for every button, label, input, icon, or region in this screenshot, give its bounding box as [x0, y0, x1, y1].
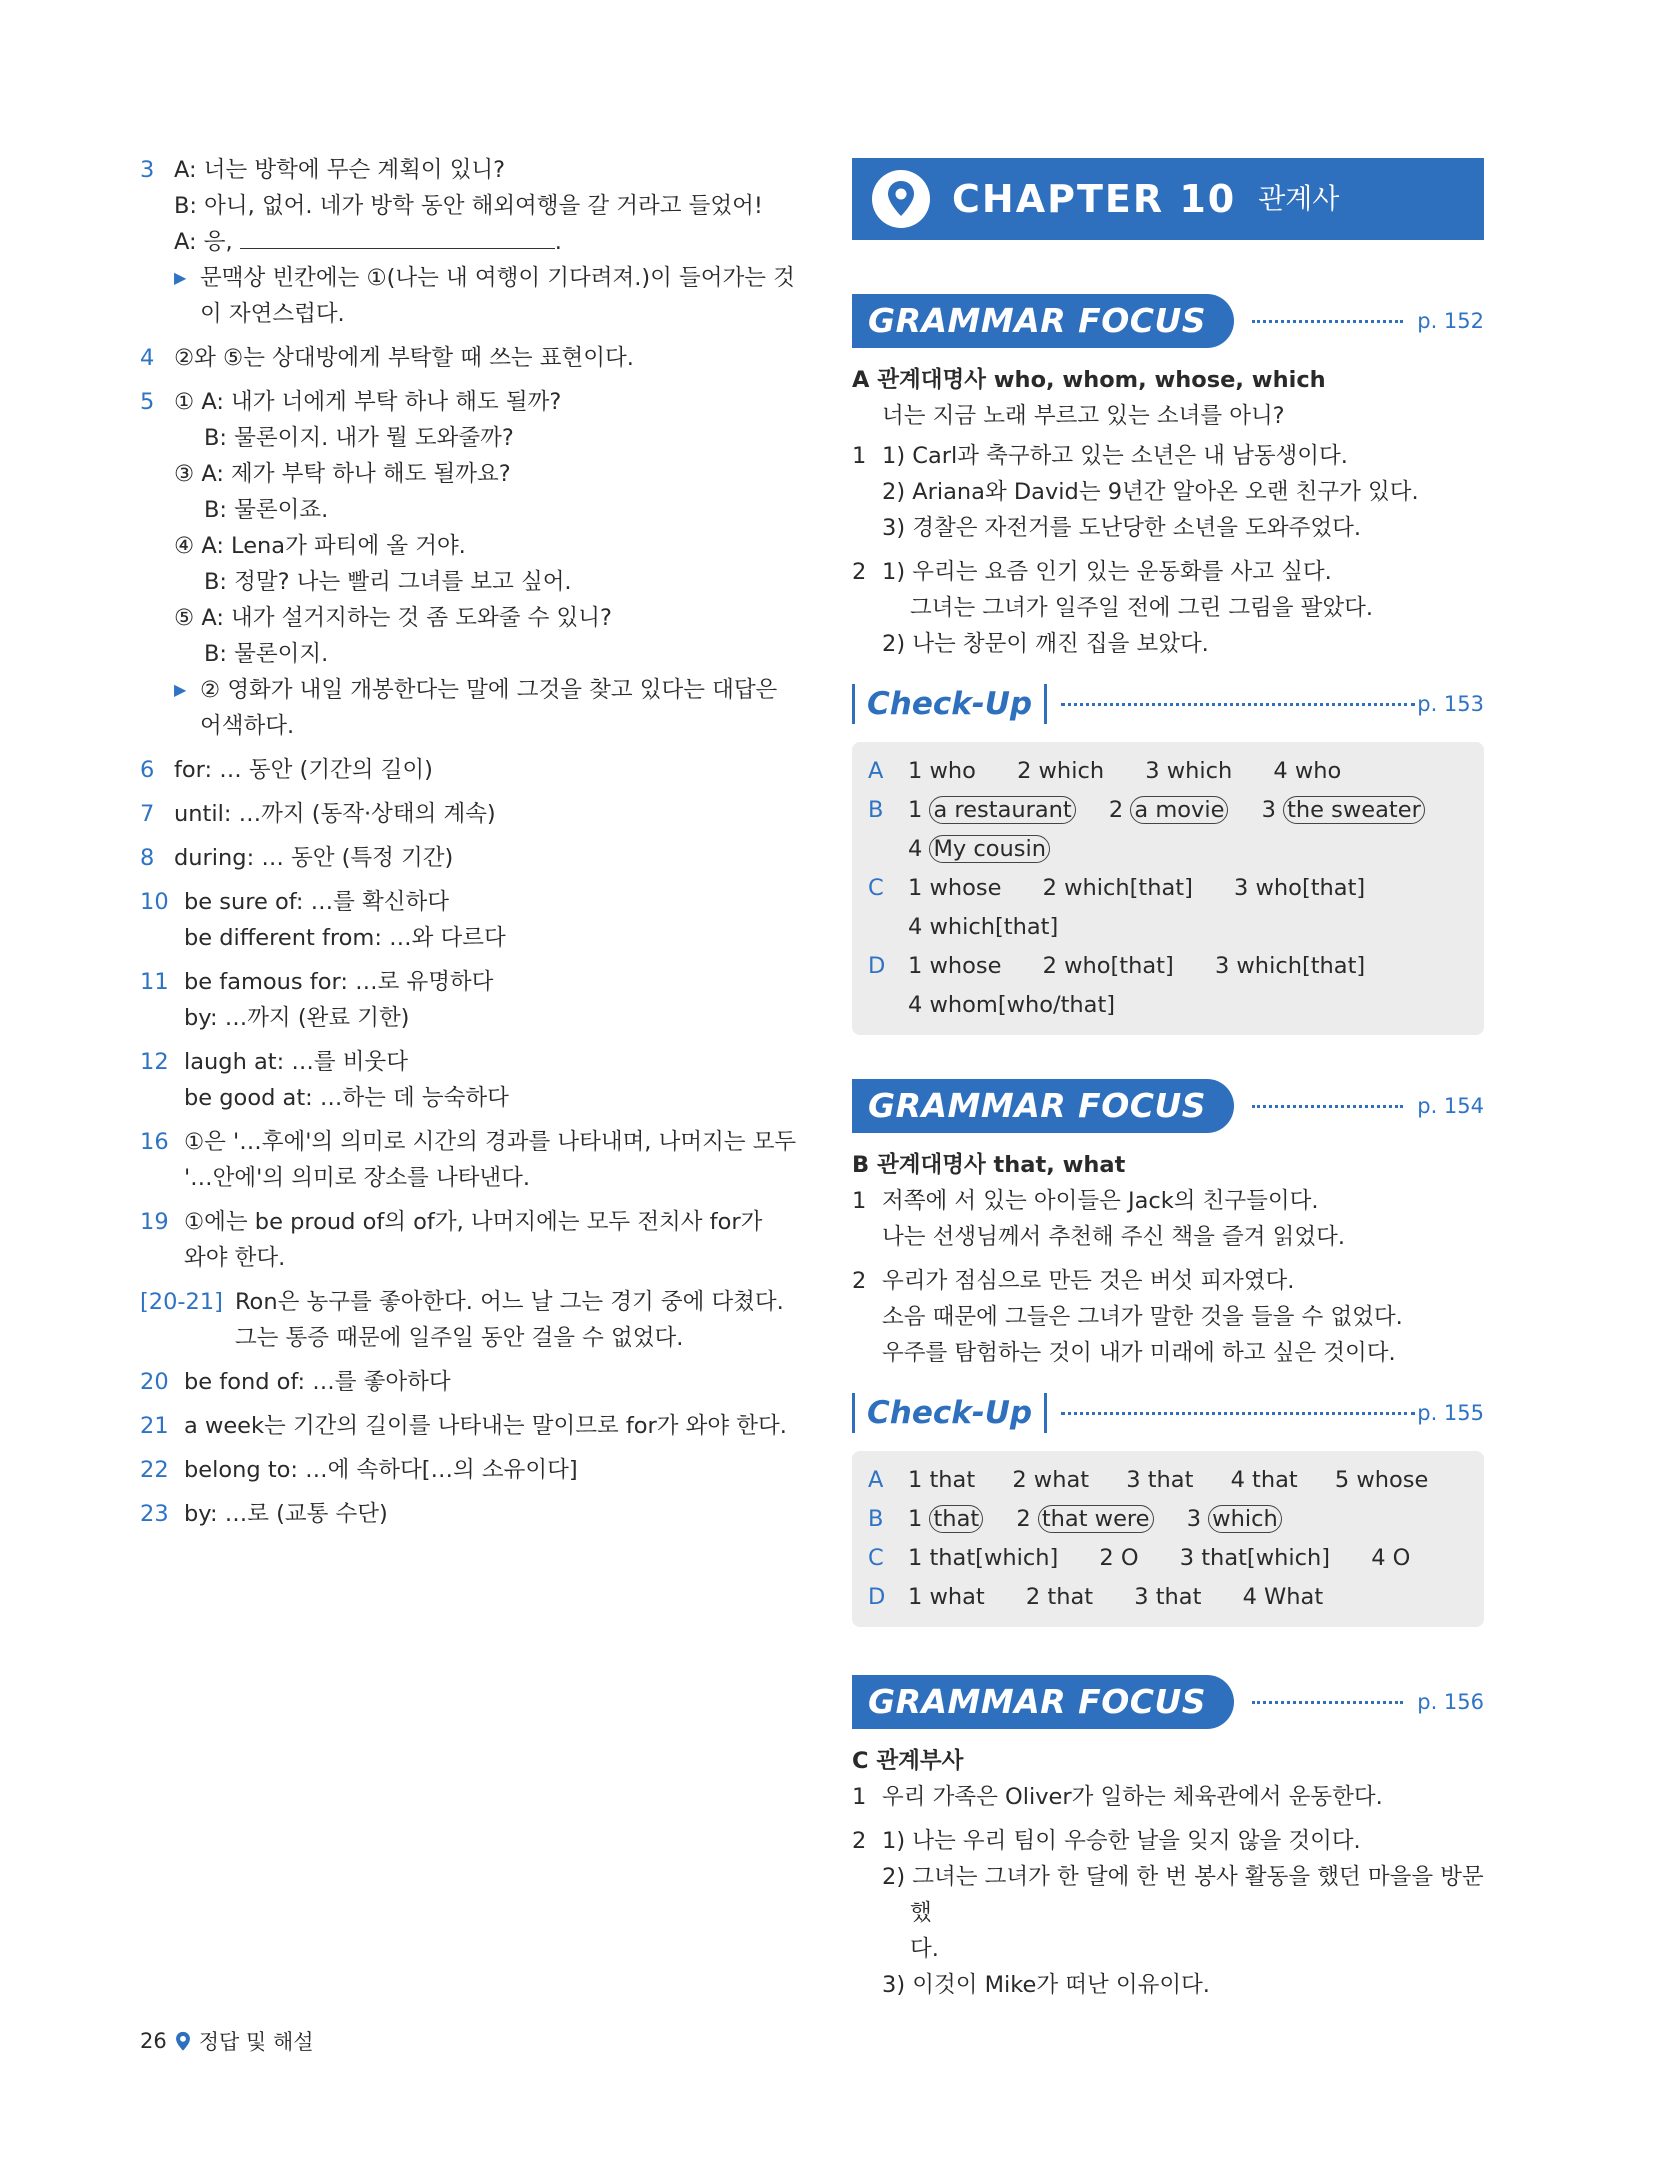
answer-number: 1	[908, 1506, 923, 1532]
dialogue-line: B: 정말? 나는 빨리 그녀를 보고 싶어.	[204, 569, 572, 595]
check-up-label: Check-Up	[867, 1395, 1033, 1431]
item-number: 4	[140, 345, 155, 371]
dialogue-line: B: 아니, 없어. 네가 방학 동안 해외여행을 갈 거라고 들었어!	[174, 193, 763, 219]
answer-number: 1	[908, 797, 923, 823]
item-number: 16	[140, 1129, 169, 1155]
triangle-bullet-icon: ▶	[174, 680, 187, 699]
item-number: 12	[140, 1049, 169, 1075]
item-number: 8	[140, 845, 155, 871]
answer-row-d	[868, 1578, 1468, 1617]
answer-item-7	[140, 796, 780, 832]
answer-item-16	[140, 1124, 797, 1196]
item-line: 1) 우리는 요즘 인기 있는 운동화를 사고 싶다.	[882, 559, 1332, 585]
item-number: 23	[140, 1501, 169, 1527]
item-line: 1) Carl과 축구하고 있는 소년은 내 남동생이다.	[882, 443, 1348, 469]
answer: 3 which[that]	[1214, 953, 1366, 979]
answer-item-23	[140, 1496, 780, 1532]
item-line: 저쪽에 서 있는 아이들은 Jack의 친구들이다.	[882, 1188, 1319, 1214]
row-letter: A	[868, 1467, 884, 1493]
grammar-focus-header	[852, 1079, 1484, 1133]
answer-row-d-cont	[868, 986, 1468, 1025]
focus-item	[852, 1183, 1484, 1255]
circled-answer: that were	[1038, 1505, 1154, 1533]
answer: 4 who	[1273, 758, 1342, 784]
answer-number: 4	[908, 836, 923, 862]
item-number: 1	[852, 1784, 867, 1810]
answer: 1 who	[908, 758, 976, 784]
item-text: until: …까지 (동작·상태의 계속)	[174, 801, 496, 827]
dialogue-line: A: 응,	[174, 229, 233, 255]
circled-answer: My cousin	[929, 835, 1050, 863]
item-line: 2) 그녀는 그녀가 한 달에 한 번 봉사 활동을 했던 마을을 방문했	[882, 1864, 1484, 1926]
row-letter: D	[868, 1584, 886, 1610]
location-pin-icon	[175, 2031, 191, 2052]
section-letter: C	[852, 1748, 869, 1774]
section-heading	[852, 362, 1484, 398]
item-number: 19	[140, 1209, 169, 1235]
section-intro: 너는 지금 노래 부르고 있는 소녀를 아니?	[882, 403, 1285, 429]
chapter-title: CHAPTER 10	[952, 177, 1237, 221]
row-letter: B	[868, 797, 884, 823]
answer: 1 whose	[908, 875, 1002, 901]
item-line: ①은 '…후에'의 의미로 시간의 경과를 나타내며, 나머지는 모두	[184, 1129, 797, 1155]
page-number: 26	[140, 2029, 167, 2053]
answer-item-22	[140, 1452, 780, 1488]
item-text: for: … 동안 (기간의 길이)	[174, 757, 433, 783]
item-line: 2) 나는 창문이 깨진 집을 보았다.	[882, 631, 1209, 657]
grammar-focus-badge: GRAMMAR FOCUS	[852, 1675, 1234, 1729]
item-line: 나는 선생님께서 추천해 주신 책을 즐겨 읽었다.	[882, 1224, 1346, 1250]
check-up-label: Check-Up	[867, 686, 1033, 722]
answer-row-b	[868, 1500, 1468, 1539]
section-heading	[852, 1743, 1484, 1779]
answer-row-d	[868, 947, 1468, 986]
item-number: 21	[140, 1413, 169, 1439]
item-number: 1	[852, 1188, 867, 1214]
item-text: a week는 기간의 길이를 나타내는 말이므로 for가 와야 한다.	[184, 1413, 787, 1439]
left-column	[140, 152, 797, 1540]
note-line: 이 자연스럽다.	[200, 301, 345, 327]
section-heading	[852, 1147, 1484, 1183]
answer: 2 what	[1012, 1467, 1090, 1493]
grammar-focus-badge: GRAMMAR FOCUS	[852, 294, 1234, 348]
dotted-leader	[1252, 320, 1403, 323]
page-footer	[140, 2026, 314, 2056]
dotted-leader	[1061, 1412, 1415, 1415]
section-letter: B	[852, 1152, 870, 1178]
explanation-note	[174, 672, 780, 744]
answer-row-c	[868, 1539, 1468, 1578]
item-number: 11	[140, 969, 169, 995]
grammar-focus-header	[852, 1675, 1484, 1729]
location-pin-icon	[872, 170, 930, 228]
item-line: be good at: …하는 데 능숙하다	[184, 1085, 509, 1111]
focus-item	[852, 554, 1484, 662]
dotted-leader	[1252, 1105, 1403, 1108]
explanation-note	[174, 260, 795, 332]
row-letter: D	[868, 953, 886, 979]
focus-item	[852, 1263, 1484, 1371]
item-number: [20-21]	[140, 1289, 223, 1315]
page-reference: p. 152	[1417, 309, 1484, 333]
answer: 4 What	[1242, 1584, 1324, 1610]
answer-number: 2	[1016, 1506, 1031, 1532]
dotted-leader	[1252, 1701, 1403, 1704]
item-text: during: … 동안 (특정 기간)	[174, 845, 454, 871]
item-number: 22	[140, 1457, 169, 1483]
row-letter: C	[868, 875, 884, 901]
item-number: 6	[140, 757, 155, 783]
answer: 1 that	[908, 1467, 976, 1493]
answer: 1 that[which]	[908, 1545, 1059, 1571]
check-up-answers	[852, 1451, 1484, 1627]
page-reference: p. 153	[1417, 692, 1484, 716]
item-line: Ron은 농구를 좋아한다. 어느 날 그는 경기 중에 다쳤다.	[234, 1289, 784, 1315]
item-line: 3) 이것이 Mike가 떠난 이유이다.	[882, 1972, 1210, 1998]
answer: 4 that	[1230, 1467, 1298, 1493]
answer: 5 whose	[1334, 1467, 1429, 1493]
answer-row-a	[868, 1461, 1468, 1500]
item-text: by: …로 (교통 수단)	[184, 1501, 388, 1527]
answer-row-b-cont	[868, 830, 1468, 869]
page-reference: p. 156	[1417, 1690, 1484, 1714]
answer-row-c-cont	[868, 908, 1468, 947]
section-letter: A	[852, 367, 870, 393]
answer: 1 whose	[908, 953, 1002, 979]
focus-item	[852, 438, 1484, 546]
section-title: 관계부사	[876, 1748, 964, 1774]
grammar-focus-header	[852, 294, 1484, 348]
item-line: 우리 가족은 Oliver가 일하는 체육관에서 운동한다.	[882, 1784, 1383, 1810]
dialogue-line: B: 물론이지.	[204, 641, 329, 667]
focus-item	[852, 1823, 1484, 2003]
item-number: 2	[852, 559, 867, 585]
answer-item-19	[140, 1204, 780, 1276]
circled-answer: that	[929, 1505, 983, 1533]
item-line: be different from: …와 다르다	[184, 925, 506, 951]
item-line: 우리가 점심으로 만든 것은 버섯 피자였다.	[882, 1268, 1295, 1294]
bar-divider	[852, 1393, 855, 1433]
answer: 3 that[which]	[1179, 1545, 1331, 1571]
item-number: 1	[852, 443, 867, 469]
answer-item-5	[140, 384, 780, 744]
circled-answer: the sweater	[1283, 796, 1425, 824]
answer: 4 whom[who/that]	[908, 992, 1116, 1018]
answer: 2 O	[1099, 1545, 1139, 1571]
section-title: 관계대명사 who, whom, whose, which	[877, 367, 1326, 393]
answer-item-20-21	[140, 1284, 784, 1356]
item-number: 2	[852, 1828, 867, 1854]
check-up-answers	[852, 742, 1484, 1035]
item-line: 2) Ariana와 David는 9년간 알아온 오랜 친구가 있다.	[882, 479, 1419, 505]
answer-item-3	[140, 152, 795, 332]
answer-row-c	[868, 869, 1468, 908]
row-letter: B	[868, 1506, 884, 1532]
item-line: by: …까지 (완료 기한)	[184, 1005, 410, 1031]
item-text: be fond of: …를 좋아하다	[184, 1369, 451, 1395]
footer-label: 정답 및 해설	[198, 2030, 314, 2054]
triangle-bullet-icon: ▶	[174, 268, 187, 287]
answer-item-21	[140, 1408, 787, 1444]
item-line: 그녀는 그녀가 일주일 전에 그린 그림을 팔았다.	[910, 595, 1374, 621]
dotted-leader	[1061, 703, 1415, 706]
check-up-header	[852, 680, 1484, 728]
circled-answer: a movie	[1130, 796, 1228, 824]
dialogue-line: ④ A: Lena가 파티에 올 거야.	[174, 533, 466, 559]
answer-blank	[240, 224, 555, 249]
circled-answer: which	[1208, 1505, 1282, 1533]
dialogue-line: B: 물론이죠.	[204, 497, 329, 523]
item-line: '…안에'의 의미로 장소를 나타낸다.	[184, 1165, 531, 1191]
item-line: 다.	[910, 1936, 939, 1962]
answer: 3 which	[1145, 758, 1233, 784]
section-title: 관계대명사 that, what	[877, 1152, 1126, 1178]
answer-item-12	[140, 1044, 780, 1116]
answer-row-a	[868, 752, 1468, 791]
answer-item-11	[140, 964, 780, 1036]
answer: 2 who[that]	[1042, 953, 1174, 979]
dialogue-line: ⑤ A: 내가 설거지하는 것 좀 도와줄 수 있니?	[174, 605, 612, 631]
answer: 3 that	[1126, 1467, 1194, 1493]
answer: 4 O	[1371, 1545, 1411, 1571]
note-line: 문맥상 빈칸에는 ①(나는 내 여행이 기다려져.)이 들어가는 것	[200, 265, 795, 291]
dialogue-line: B: 물론이지. 내가 뭘 도와줄까?	[204, 425, 514, 451]
dialogue-line: ① A: 내가 너에게 부탁 하나 해도 될까?	[174, 389, 562, 415]
note-line: ② 영화가 내일 개봉한다는 말에 그것을 찾고 있다는 대답은	[200, 677, 778, 703]
row-letter: C	[868, 1545, 884, 1571]
note-line: 어색하다.	[200, 713, 295, 739]
focus-item	[852, 1779, 1484, 1815]
item-line: 1) 나는 우리 팀이 우승한 날을 잊지 않을 것이다.	[882, 1828, 1361, 1854]
answer-item-4	[140, 340, 780, 376]
answer-number: 2	[1108, 797, 1124, 823]
answer-row-b	[868, 791, 1468, 830]
circled-answer: a restaurant	[929, 796, 1075, 824]
page-reference: p. 154	[1417, 1094, 1484, 1118]
answer: 1 what	[908, 1584, 985, 1610]
answer-item-8	[140, 840, 780, 876]
answer: 2 that	[1025, 1584, 1094, 1610]
chapter-subtitle: 관계사	[1258, 182, 1340, 215]
dialogue-line: A: 너는 방학에 무슨 계획이 있니?	[174, 157, 506, 183]
answer-item-6	[140, 752, 780, 788]
item-line: 와야 한다.	[184, 1245, 286, 1271]
item-line: 3) 경찰은 자전거를 도난당한 소년을 도와주었다.	[882, 515, 1361, 541]
item-line: laugh at: …를 비웃다	[184, 1049, 408, 1075]
item-line: ①에는 be proud of의 of가, 나머지에는 모두 전치사 for가	[184, 1209, 763, 1235]
answer: 2 which[that]	[1042, 875, 1193, 901]
chapter-banner	[852, 158, 1484, 240]
blank-period: .	[554, 229, 562, 255]
answer-item-10	[140, 884, 780, 956]
answer-item-20	[140, 1364, 780, 1400]
item-number: 7	[140, 801, 155, 827]
item-line: be sure of: …를 확신하다	[184, 889, 449, 915]
item-number: 3	[140, 157, 155, 183]
page-reference: p. 155	[1417, 1401, 1484, 1425]
item-number: 10	[140, 889, 169, 915]
answer: 3 that	[1134, 1584, 1202, 1610]
answer-number: 3	[1186, 1506, 1202, 1532]
grammar-focus-badge: GRAMMAR FOCUS	[852, 1079, 1234, 1133]
item-line: 소음 때문에 그들은 그녀가 말한 것을 들을 수 없었다.	[882, 1304, 1403, 1330]
item-number: 2	[852, 1268, 867, 1294]
item-line: 그는 통증 때문에 일주일 동안 걸을 수 없었다.	[234, 1325, 684, 1351]
check-up-header	[852, 1389, 1484, 1437]
bar-divider	[1044, 1393, 1047, 1433]
item-number: 5	[140, 389, 155, 415]
answer: 2 which	[1017, 758, 1105, 784]
dialogue-line: ③ A: 제가 부탁 하나 해도 될까요?	[174, 461, 511, 487]
answer: 3 who[that]	[1234, 875, 1366, 901]
bar-divider	[852, 684, 855, 724]
row-letter: A	[868, 758, 884, 784]
item-number: 20	[140, 1369, 169, 1395]
item-text: ②와 ⑤는 상대방에게 부탁할 때 쓰는 표현이다.	[174, 345, 634, 371]
bar-divider	[1044, 684, 1047, 724]
item-line: be famous for: …로 유명하다	[184, 969, 494, 995]
answer: 4 which[that]	[908, 914, 1059, 940]
item-text: belong to: …에 속하다[…의 소유이다]	[184, 1457, 578, 1483]
answer-number: 3	[1261, 797, 1276, 823]
item-line: 우주를 탐험하는 것이 내가 미래에 하고 싶은 것이다.	[882, 1340, 1396, 1366]
right-column	[852, 158, 1484, 2003]
